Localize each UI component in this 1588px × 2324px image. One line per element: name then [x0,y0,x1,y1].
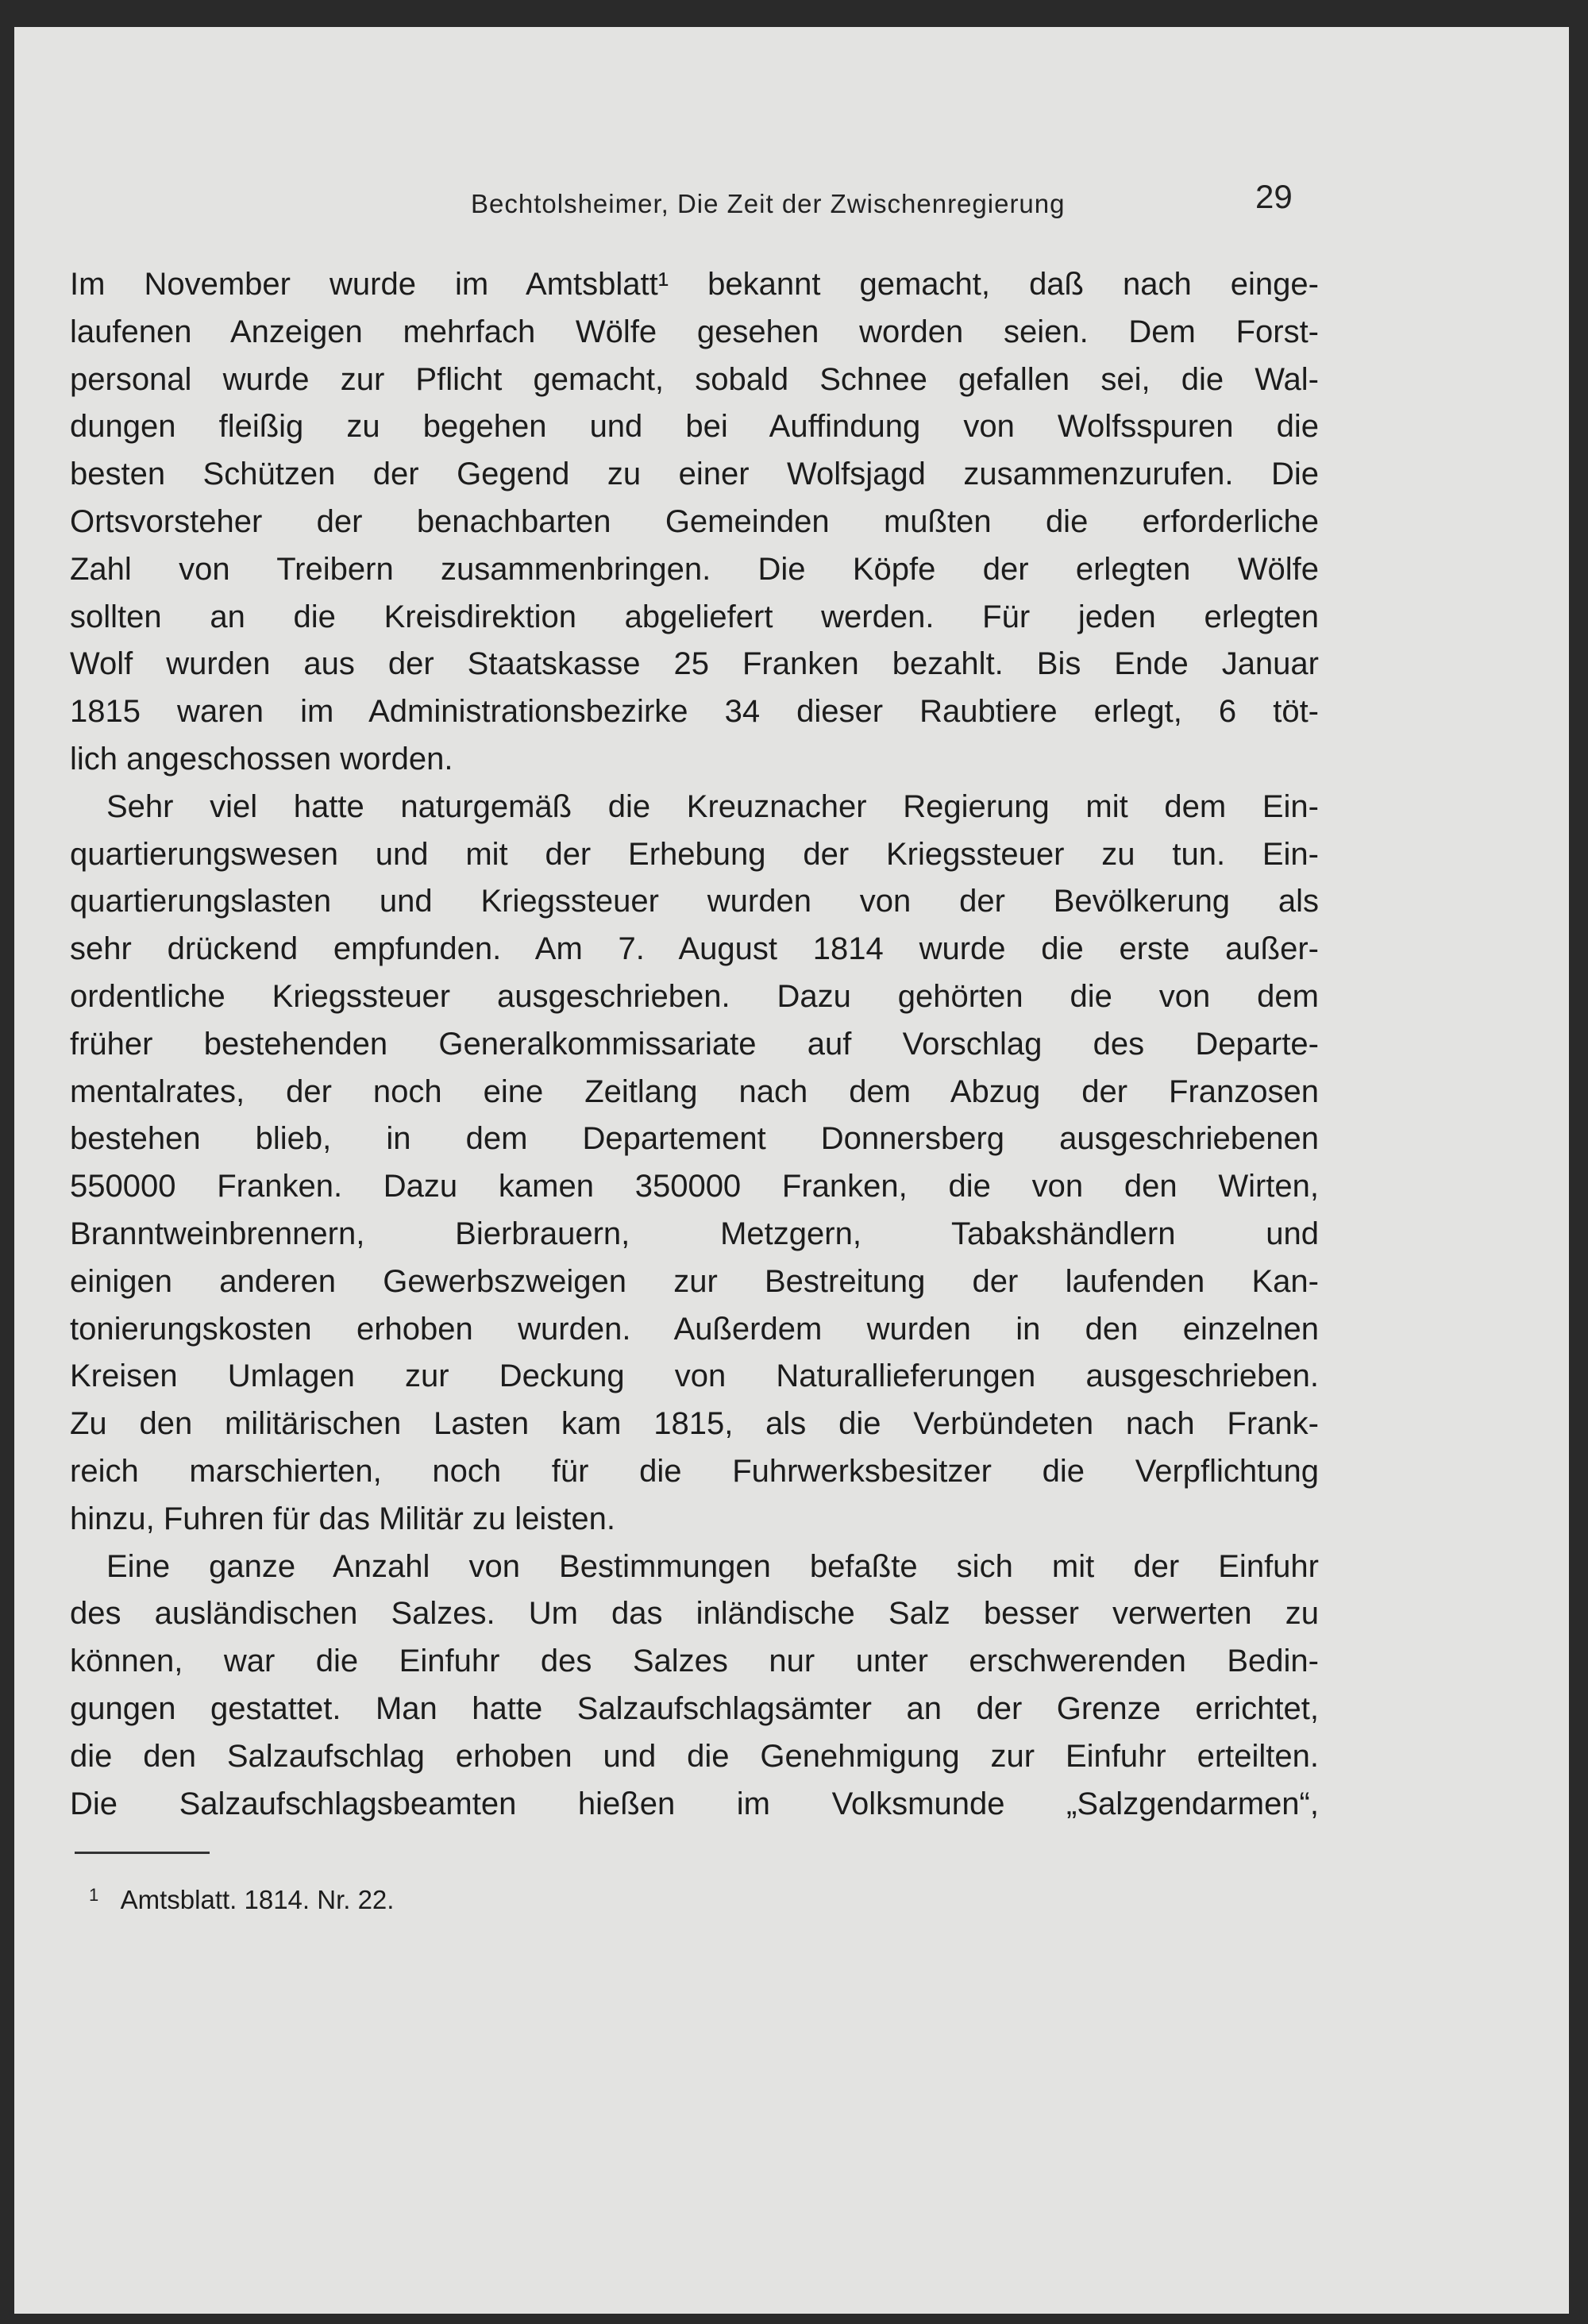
body-text [70,261,1319,1828]
text-line: reich marschierten, noch für die Fuhrwerksbesitzer die Verpflichtung [70,1453,1319,1489]
text-line: ordentliche Kriegssteuer ausgeschrieben. Dazu gehörten die von dem [70,978,1319,1014]
footnote [89,1885,394,1915]
text-line: Zahl von Treibern zusammenbringen. Die Köpfe der erlegten Wölfe [70,551,1319,587]
text-line: gungen gestattet. Man hatte Salzaufschlagsämter an der Grenze errichtet, [70,1690,1319,1726]
text-line: Sehr viel hatte naturgemäß die Kreuznacher Regierung mit dem Ein- [106,788,1319,824]
text-line: Wolf wurden aus der Staatskasse 25 Franken bezahlt. Bis Ende Januar [70,646,1319,682]
text-line: laufenen Anzeigen mehrfach Wölfe gesehen worden seien. Dem Forst- [70,314,1319,349]
paragraph-3 [70,1544,1319,1829]
text-line: bestehen blieb, in dem Departement Donnersberg ausgeschriebenen [70,1121,1319,1157]
text-line: hinzu, Fuhren für das Militär zu leisten. [70,1501,615,1536]
text-line: besten Schützen der Gegend zu einer Wolfsjagd zusammenzurufen. Die [70,457,1319,492]
text-line: 550000 Franken. Dazu kamen 350000 Franken, die von den Wirten, [70,1169,1319,1204]
text-line: einigen anderen Gewerbszweigen zur Bestreitung der laufenden Kan- [70,1263,1319,1299]
text-line: sehr drückend empfunden. Am 7. August 1814 wurde die erste außer- [70,931,1319,967]
text-line: personal wurde zur Pflicht gemacht, sobald Schnee gefallen sei, die Wal- [70,361,1319,397]
text-line: mentalrates, der noch eine Zeitlang nach dem Abzug der Franzosen [70,1073,1319,1109]
footnote-text: Amtsblatt. 1814. Nr. 22. [120,1885,395,1914]
text-line: 1815 waren im Administrationsbezirke 34 dieser Raubtiere erlegt, 6 töt- [70,694,1319,730]
paragraph-2 [70,784,1319,1544]
text-line: des ausländischen Salzes. Um das inländische Salz besser verwerten zu [70,1596,1319,1632]
text-line: tonierungskosten erhoben wurden. Außerdem wurden in den einzelnen [70,1311,1319,1347]
running-title: Bechtolsheimer, Die Zeit der Zwischenregierung [471,189,1066,218]
text-line: sollten an die Kreisdirektion abgeliefert werden. Für jeden erlegten [70,599,1319,634]
text-line: Zu den militärischen Lasten kam 1815, als die Verbündeten nach Frank- [70,1406,1319,1442]
page-header [14,178,1569,225]
text-line: die den Salzaufschlag erhoben und die Genehmigung zur Einfuhr erteilten. [70,1738,1319,1774]
text-line: lich angeschossen worden. [70,741,453,777]
text-line: Kreisen Umlagen zur Deckung von Naturallieferungen ausgeschrieben. [70,1359,1319,1394]
text-line: quartierungslasten und Kriegssteuer wurden von der Bevölkerung als [70,884,1319,919]
text-line: Eine ganze Anzahl von Bestimmungen befaßte sich mit der Einfuhr [106,1548,1319,1584]
text-line: Ortsvorsteher der benachbarten Gemeinden mußten die erforderliche [70,503,1319,539]
page-number: 29 [1255,178,1293,215]
text-line: Die Salzaufschlagsbeamten hießen im Volksmunde „Salzgendarmen“, [70,1786,1319,1821]
text-line: früher bestehenden Generalkommissariate auf Vorschlag des Departe- [70,1026,1319,1062]
paragraph-1 [70,261,1319,784]
text-line: dungen fleißig zu begehen und bei Auffindung von Wolfsspuren die [70,409,1319,445]
book-page [14,27,1569,2314]
text-line: Branntweinbrennern, Bierbrauern, Metzgern, Tabakshändlern und [70,1216,1319,1251]
footnote-mark: 1 [89,1885,99,1905]
text-line: quartierungswesen und mit der Erhebung der Kriegssteuer zu tun. Ein- [70,836,1319,872]
text-line: können, war die Einfuhr des Salzes nur unter erschwerenden Bedin- [70,1644,1319,1679]
footnote-divider [75,1852,210,1854]
text-line: Im November wurde im Amtsblatt¹ bekannt gemacht, daß nach einge- [70,267,1319,302]
